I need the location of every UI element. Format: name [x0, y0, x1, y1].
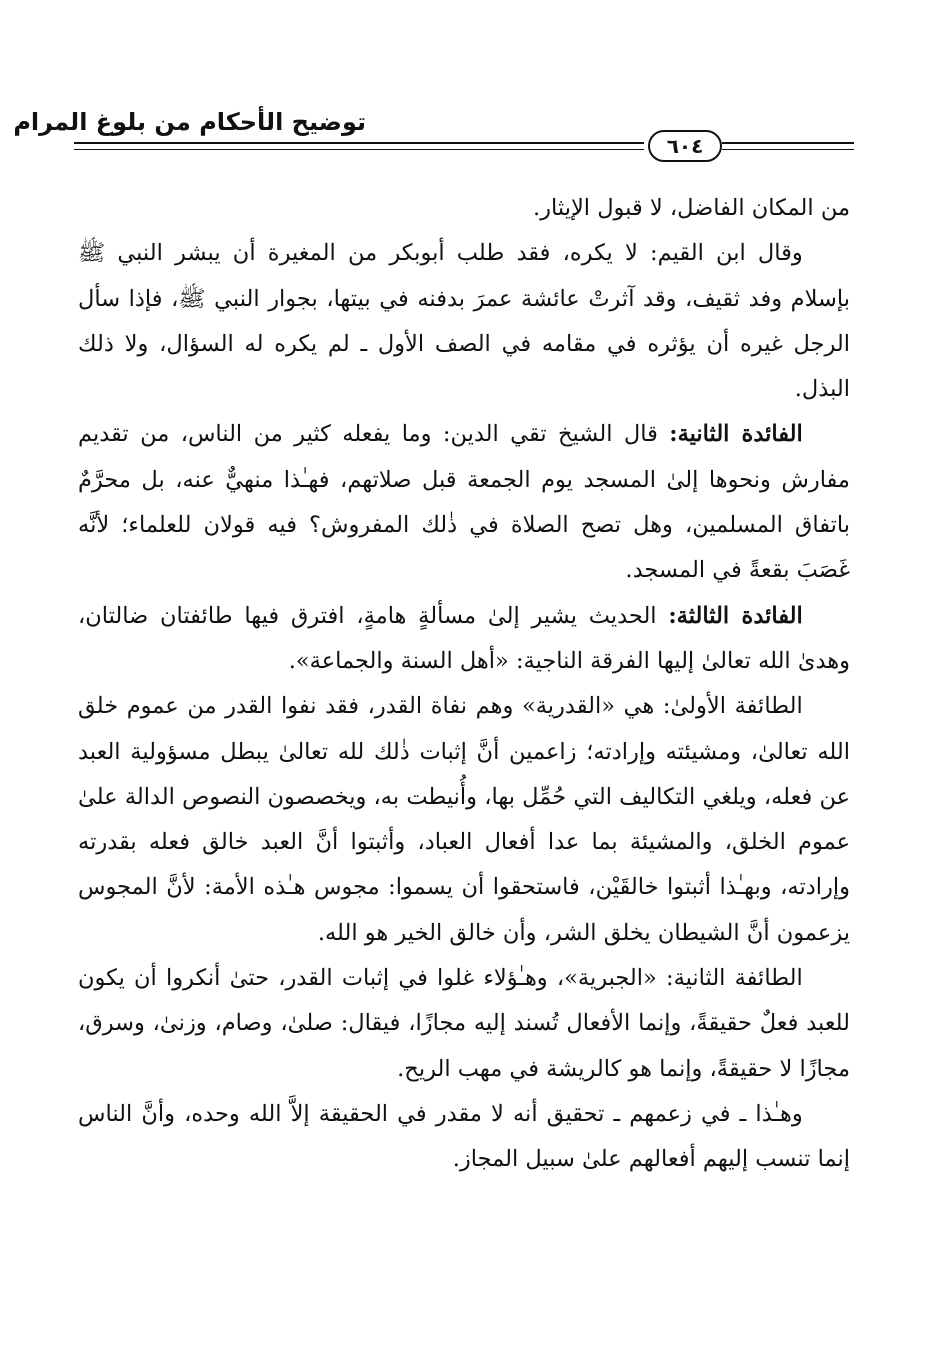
paragraph-2: وقال ابن القيم: لا يكره، فقد طلب أبوبكر من المغيرة أن يبشر النبي ﷺ بإسلام وفد ثقيف، وقد آثرتْ عائشة عمرَ بدفنه في بيتها، بجوار النبي ﷺ، فإذا سأل الرجل غيره أن يؤثره في مقامه في الصف الأول ـ لم يكره له السؤال، ولا ذلك البذل.: [78, 240, 850, 403]
page-number: [648, 130, 722, 162]
paragraph-1: من المكان الفاضل، لا قبول الإيثار.: [533, 195, 850, 221]
paragraph-5: الطائفة الأولىٰ: هي «القدرية» وهم نفاة القدر، فقد نفوا القدر من عموم خلق الله تعالىٰ، ومشيئته وإرادته؛ زاعمين أنَّ إثبات ذٰلك لله تعالىٰ يبطل مسؤولية العبد عن فعله، ويلغي التكاليف التي حُمِّل بها، وأُنيطت به، ويخصصون النصوص الدالة علىٰ عموم الخلق، والمشيئة بما عدا أفعال العباد، وأثبتوا أنَّ العبد خالق فعله بقدرته وإرادته، وبهـٰذا أثبتوا خالقَيْن، فاستحقوا أن يسموا: مجوس هـٰذه الأمة: لأنَّ المجوس يزعمون أنَّ الشيطان يخلق الشر، وأن خالق الخير هو الله.: [78, 693, 850, 946]
paragraph-6: الطائفة الثانية: «الجبرية»، وهـٰؤلاء غلوا في إثبات القدر، حتىٰ أنكروا أن يكون للعبد فعلٌ حقيقةً، وإنما الأفعال تُسند إليه مجازًا، فيقال: صلىٰ، وصام، وزنىٰ، وسرق، مجازًا لا حقيقةً، وإنما هو كالريشة في مهب الريح.: [78, 965, 850, 1082]
header-rule-thin-right: [722, 149, 854, 150]
paragraph-7: وهـٰذا ـ في زعمهم ـ تحقيق أنه لا مقدر في الحقيقة إلاَّ الله وحده، وأنَّ الناس إنما تنسب إليهم أفعالهم علىٰ سبيل المجاز.: [78, 1100, 850, 1173]
page-number-text: ٦٠٤: [666, 134, 704, 158]
paragraph-3-heading: الفائدة الثانية:: [669, 421, 803, 448]
paragraph-4: [78, 594, 850, 685]
paragraph-4-heading: الفائدة الثالثة:: [668, 602, 803, 629]
page-header: [13, 100, 854, 162]
paragraph-4-text: الحديث يشير إلىٰ مسألةٍ هامةٍ، افترق فيها طائفتان ضالتان، وهدىٰ الله تعالىٰ إليها الفرقة الناجية: «أهل السنة والجماعة».: [78, 602, 850, 674]
header-rule-thick-right: [722, 142, 854, 144]
running-title: توضيح الأحكام من بلوغ المرام: [13, 108, 366, 136]
header-rule-thick: [74, 142, 644, 144]
paragraph-3: [78, 412, 850, 593]
page-body: [78, 186, 850, 1183]
header-rule-thin: [74, 149, 644, 150]
paragraph-3-text: قال الشيخ تقي الدين: وما يفعله كثير من الناس، من تقديم مفارش ونحوها إلىٰ المسجد يوم الجمعة قبل صلاتهم، فهـٰذا منهيٌّ عنه، بل محرَّمٌ باتفاق المسلمين، وهل تصح الصلاة في ذٰلك المفروش؟ فيه قولان للعلماء؛ لأنَّه غَصَبَ بقعةً في المسجد.: [78, 421, 850, 584]
